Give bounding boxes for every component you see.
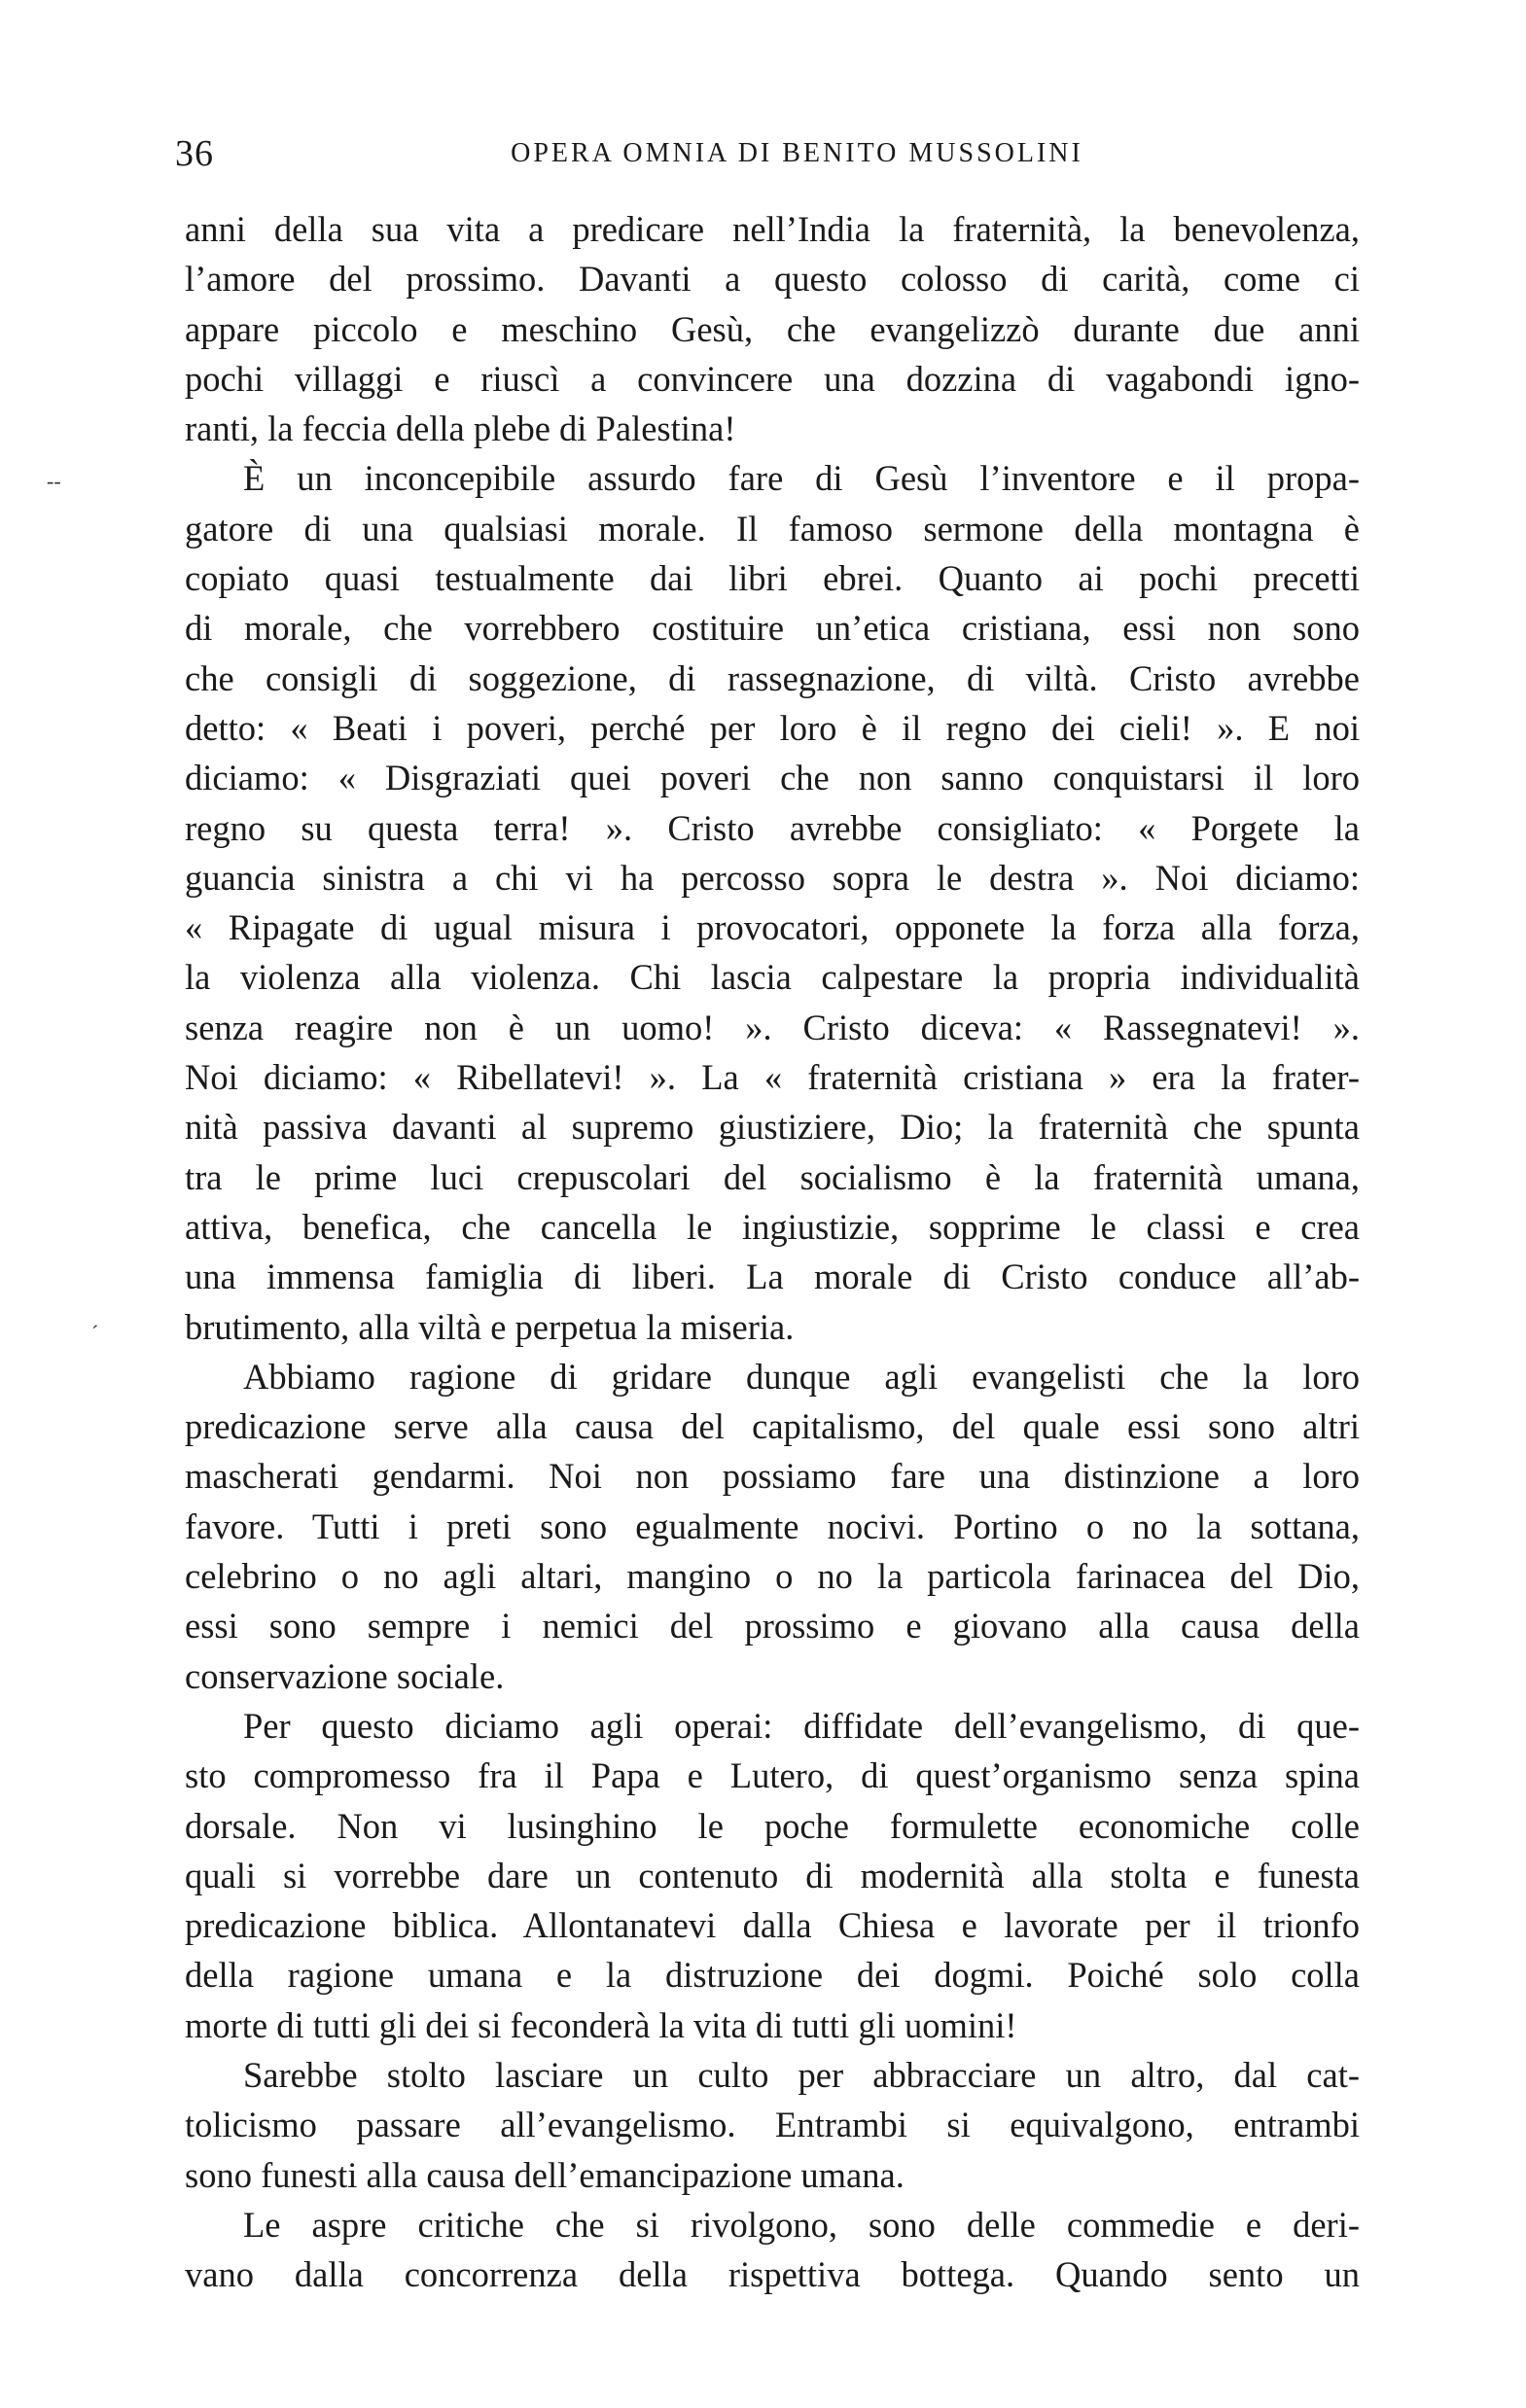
text-line: Abbiamo ragione di gridare dunque agli evangelisti che la loro [243, 1356, 1360, 1397]
page-number: 36 [175, 133, 214, 174]
text-line: « Ripagate di ugual misura i provocatori, opponete la forza alla forza, [185, 907, 1360, 948]
text-line: appare piccolo e meschino Gesù, che evangelizzò durante due anni [185, 308, 1360, 349]
text-line: tolicismo passare all’evangelismo. Entrambi si equivalgono, entrambi [185, 2105, 1360, 2145]
text-line: vano dalla concorrenza della rispettiva bottega. Quando sento un [185, 2254, 1360, 2295]
text-line: la violenza alla violenza. Chi lascia calpestare la propria individualità [185, 957, 1360, 998]
text-line: attiva, benefica, che cancella le ingiustizie, sopprime le classi e crea [185, 1206, 1360, 1247]
text-line: predicazione biblica. Allontanatevi dalla Chiesa e lavorate per il trionfo [185, 1905, 1360, 1946]
text-line: una immensa famiglia di liberi. La morale di Cristo conduce all’ab- [185, 1257, 1360, 1297]
text-line: predicazione serve alla causa del capitalismo, del quale essi sono altri [185, 1406, 1360, 1447]
text-line: sto compromesso fra il Papa e Lutero, di quest’organismo senza spina [185, 1755, 1360, 1796]
text-line: senza reagire non è un uomo! ». Cristo diceva: « Rassegnatevi! ». [185, 1007, 1360, 1047]
text-line: favore. Tutti i preti sono egualmente nocivi. Portino o no la sottana, [185, 1505, 1360, 1546]
text-line: anni della sua vita a predicare nell’India la fraternità, la benevolenza, [185, 209, 1360, 249]
text-line: Le aspre critiche che si rivolgono, sono delle commedie e deri- [243, 2204, 1360, 2245]
text-line: Sarebbe stolto lasciare un culto per abbracciare un altro, dal cat- [243, 2054, 1360, 2095]
text-line: sono funesti alla causa dell’emancipazione umana. [185, 2154, 905, 2195]
body-text [185, 204, 1360, 2299]
text-line: guancia sinistra a chi vi ha percosso sopra le destra ». Noi diciamo: [185, 857, 1360, 898]
text-line: pochi villaggi e riuscì a convincere una dozzina di vagabondi igno- [185, 358, 1360, 399]
page-header [175, 124, 1361, 183]
text-line: detto: « Beati i poveri, perché per loro è il regno dei cieli! ». E noi [185, 707, 1360, 748]
text-line: brutimento, alla viltà e perpetua la miseria. [185, 1306, 795, 1347]
text-line: È un inconcepibile assurdo fare di Gesù l’inventore e il propa- [243, 458, 1360, 499]
text-line: Per questo diciamo agli operai: diffidate dell’evangelismo, di que- [243, 1705, 1360, 1746]
text-line: gatore di una qualsiasi morale. Il famoso sermone della montagna è [185, 508, 1360, 549]
text-line: dorsale. Non vi lusinghino le poche formulette economiche colle [185, 1805, 1360, 1846]
text-line: della ragione umana e la distruzione dei dogmi. Poiché solo colla [185, 1955, 1360, 1996]
running-title: OPERA OMNIA DI BENITO MUSSOLINI [511, 138, 1083, 168]
text-line: morte di tutti gli dei si feconderà la vita di tutti gli uomini! [185, 2004, 1017, 2045]
text-line: diciamo: « Disgraziati quei poveri che non sanno conquistarsi il loro [185, 758, 1360, 798]
text-line: copiato quasi testualmente dai libri ebrei. Quanto ai pochi precetti [185, 558, 1360, 599]
text-line: mascherati gendarmi. Noi non possiamo fare una distinzione a loro [185, 1456, 1360, 1497]
text-line: Noi diciamo: « Ribellatevi! ». La « fraternità cristiana » era la frater- [185, 1057, 1360, 1098]
text-line: regno su questa terra! ». Cristo avrebbe consigliato: « Porgete la [185, 807, 1360, 848]
margin-dash-mark: -- [47, 469, 61, 493]
text-line: quali si vorrebbe dare un contenuto di modernità alla stolta e funesta [185, 1855, 1360, 1895]
margin-tick-mark: ´ [91, 1321, 99, 1345]
text-line: essi sono sempre i nemici del prossimo e giovano alla causa della [185, 1606, 1360, 1647]
text-line: conservazione sociale. [185, 1655, 505, 1696]
text-line: tra le prime luci crepuscolari del socialismo è la fraternità umana, [185, 1156, 1360, 1197]
text-line: celebrino o no agli altari, mangino o no la particola farinacea del Dio, [185, 1556, 1360, 1597]
text-line: ranti, la feccia della plebe di Palestina! [185, 408, 736, 449]
text-line: di morale, che vorrebbero costituire un’etica cristiana, essi non sono [185, 608, 1360, 649]
text-line: nità passiva davanti al supremo giustiziere, Dio; la fraternità che spunta [185, 1107, 1360, 1148]
text-line: l’amore del prossimo. Davanti a questo colosso di carità, come ci [185, 259, 1360, 300]
text-line: che consigli di soggezione, di rassegnazione, di viltà. Cristo avrebbe [185, 657, 1360, 698]
